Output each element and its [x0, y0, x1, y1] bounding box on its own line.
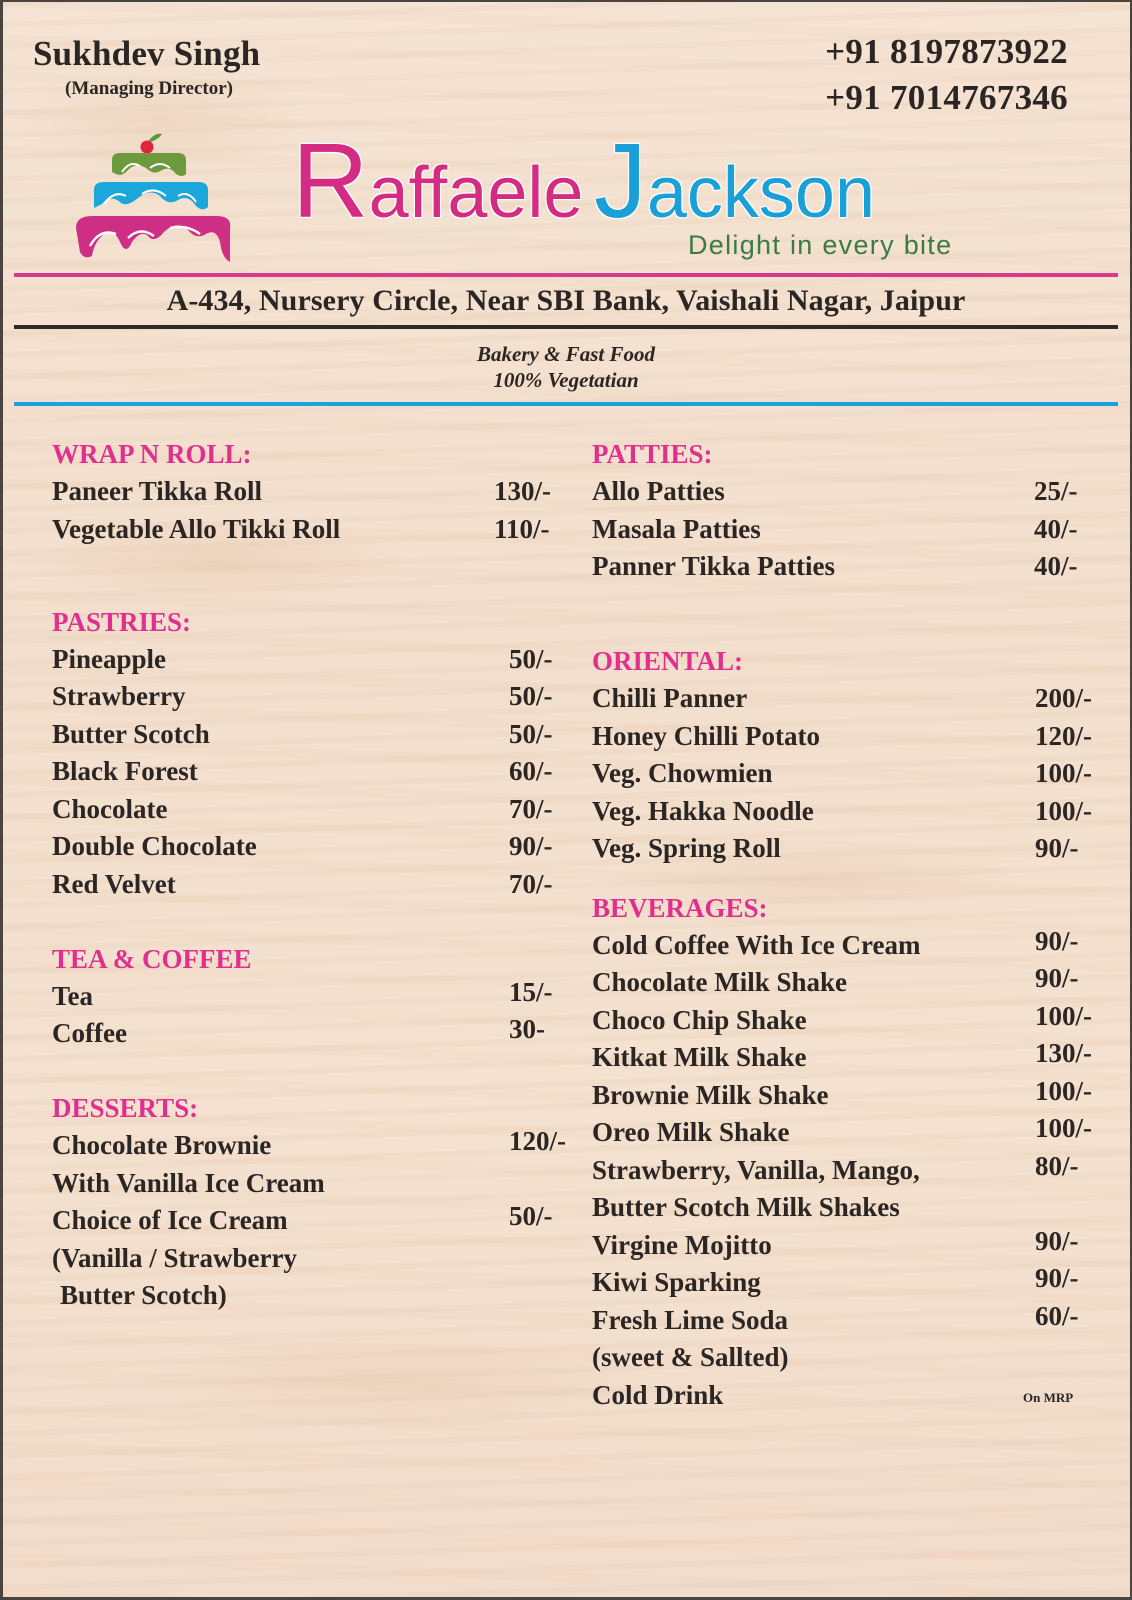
menu-item [592, 1227, 1112, 1265]
tagline: Delight in every bite [688, 230, 953, 260]
menu-item [52, 716, 572, 754]
item-price: 60/- [1035, 1300, 1079, 1331]
item-name: Choco Chip Shake [592, 1004, 807, 1035]
director-title: (Managing Director) [65, 78, 233, 99]
menu-item [52, 1202, 572, 1240]
item-name: Strawberry, Vanilla, Mango, [592, 1154, 920, 1185]
menu-item-continuation [52, 1240, 572, 1278]
menu-item [592, 1302, 1112, 1340]
brand-first-rest: affaele [368, 153, 584, 233]
item-name: Tea [52, 980, 94, 1011]
tiered-cake-icon [70, 130, 238, 266]
item-price: 40/- [1034, 551, 1078, 581]
item-price: 50/- [509, 681, 553, 711]
phone-number-2[interactable]: +91 7014767346 [825, 78, 1068, 117]
menu-item [592, 473, 1112, 511]
menu-item [592, 1077, 1112, 1115]
item-price: 50/- [509, 643, 553, 674]
menu-item [52, 753, 572, 791]
menu-item [592, 718, 1112, 756]
item-name: (Vanilla / Strawberry [52, 1242, 297, 1273]
item-price: 130/- [1035, 1038, 1092, 1068]
item-name: Oreo Milk Shake [592, 1117, 790, 1147]
item-name: Butter Scotch [52, 718, 210, 749]
divider-pink [14, 273, 1118, 277]
item-name: Fresh Lime Soda [592, 1304, 789, 1335]
section-title-oriental: ORIENTAL: [592, 646, 744, 676]
item-name: Veg. Chowmien [592, 758, 773, 788]
item-name: Choice of Ice Cream [52, 1205, 288, 1235]
item-price: 130/- [494, 476, 551, 506]
item-name: Vegetable Allo Tikki Roll [52, 513, 341, 544]
item-name: (sweet & Sallted) [592, 1342, 789, 1372]
item-name: Veg. Spring Roll [592, 833, 781, 863]
menu-item [52, 1015, 572, 1053]
menu-item [592, 680, 1112, 718]
item-name: Virgine Mojitto [592, 1229, 772, 1260]
menu-item [52, 866, 572, 904]
subtitle-bakery: Bakery & Fast Food [477, 342, 655, 366]
item-name: Chocolate Brownie [52, 1130, 272, 1160]
item-price: 90/- [1035, 925, 1079, 956]
item-price: 15/- [509, 976, 553, 1007]
item-name: Double Chocolate [52, 831, 257, 861]
item-name: Butter Scotch Milk Shakes [592, 1192, 900, 1222]
item-price-on-mrp: On MRP [1023, 1389, 1074, 1405]
menu-item [592, 755, 1112, 793]
item-name: Red Velvet [52, 868, 176, 899]
item-name: Brownie Milk Shake [592, 1079, 829, 1110]
divider-blue [14, 402, 1118, 406]
menu-item [52, 473, 572, 511]
item-name: Butter Scotch) [60, 1280, 227, 1310]
item-price: 100/- [1035, 1113, 1092, 1143]
brand-initial-r: R [292, 122, 369, 240]
item-price: 90/- [1035, 963, 1079, 993]
item-price: 70/- [509, 793, 553, 824]
item-name: Allo Patties [592, 476, 725, 506]
menu-item [592, 964, 1112, 1002]
item-price: 100/- [1035, 1000, 1092, 1031]
menu-item-continuation [52, 1277, 572, 1315]
phone-number-1[interactable]: +91 8197873922 [825, 32, 1068, 71]
item-price: 120/- [509, 1126, 566, 1156]
subtitle-vegetarian: 100% Vegetatian [493, 368, 639, 392]
item-name: Strawberry [52, 681, 186, 711]
menu-item [52, 1127, 572, 1165]
menu-item [592, 1264, 1112, 1302]
item-name: Chilli Panner [592, 683, 748, 713]
item-name: Chocolate Milk Shake [592, 967, 848, 997]
menu-item [592, 1152, 1112, 1190]
item-price: 90/- [1035, 1225, 1079, 1256]
item-price: 25/- [1034, 476, 1078, 506]
section-title-beverages: BEVERAGES: [592, 892, 768, 923]
brand-name [292, 122, 876, 240]
menu-item [52, 828, 572, 866]
menu-item-continuation [52, 1165, 572, 1203]
item-name: Cold Drink [592, 1379, 724, 1410]
item-price: 100/- [1035, 1075, 1092, 1106]
item-price: 30- [509, 1014, 545, 1044]
item-name: Coffee [52, 1018, 127, 1048]
section-title-patties: PATTIES: [592, 439, 713, 469]
item-price: 100/- [1035, 795, 1092, 826]
menu-item [592, 1114, 1112, 1152]
section-title-desserts: DESSERTS: [52, 1093, 199, 1123]
section-title-tea-coffee: TEA & COFFEE [52, 943, 252, 974]
menu-column-left [52, 436, 572, 1315]
item-name: Kiwi Sparking [592, 1267, 761, 1297]
brand-last-rest: ackson [646, 153, 876, 233]
director-name: Sukhdev Singh [33, 34, 261, 73]
item-price: 110/- [494, 513, 550, 544]
item-name: Panner Tikka Patties [592, 551, 836, 581]
menu-item [52, 678, 572, 716]
item-name: Cold Coffee With Ice Cream [592, 929, 921, 960]
brand-initial-j: J [593, 122, 647, 240]
menu-item [592, 830, 1112, 868]
menu-item-continuation [592, 1189, 1112, 1227]
menu-item [592, 1039, 1112, 1077]
item-price: 60/- [509, 756, 553, 786]
item-price: 100/- [1035, 758, 1092, 788]
address: A-434, Nursery Circle, Near SBI Bank, Vaishali Nagar, Jaipur [166, 284, 966, 317]
section-title-wrap-n-roll: WRAP N ROLL: [52, 439, 252, 469]
item-name: Honey Chilli Potato [592, 720, 820, 751]
menu-item [592, 793, 1112, 831]
menu-item [52, 791, 572, 829]
item-price: 50/- [509, 1201, 553, 1231]
menu-item [592, 1377, 1112, 1415]
item-price: 90/- [1035, 1263, 1079, 1293]
menu-column-right [592, 436, 1112, 1414]
menu-item-continuation [592, 1339, 1112, 1377]
item-name: Veg. Hakka Noodle [592, 795, 814, 826]
menu-item [592, 1002, 1112, 1040]
item-price: 70/- [509, 868, 553, 899]
section-title-pastries: PASTRIES: [52, 606, 192, 637]
menu-item [52, 511, 572, 549]
item-price: 120/- [1035, 720, 1092, 751]
menu-item [592, 511, 1112, 549]
item-name: Black Forest [52, 756, 198, 786]
item-name: Pineapple [52, 643, 167, 674]
item-name: Paneer Tikka Roll [52, 476, 263, 506]
item-price: 40/- [1034, 513, 1078, 544]
menu-item [52, 641, 572, 679]
item-name: With Vanilla Ice Cream [52, 1167, 325, 1198]
item-price: 90/- [1035, 833, 1079, 863]
item-price: 50/- [509, 718, 553, 749]
item-name: Kitkat Milk Shake [592, 1042, 807, 1072]
menu-item [52, 978, 572, 1016]
item-name: Masala Patties [592, 513, 761, 544]
menu-item [592, 548, 1112, 586]
item-price: 80/- [1035, 1150, 1079, 1181]
item-name: Chocolate [52, 793, 168, 824]
item-price: 200/- [1035, 683, 1092, 713]
item-price: 90/- [509, 831, 553, 861]
menu-item [592, 927, 1112, 965]
divider-dark [14, 325, 1118, 329]
